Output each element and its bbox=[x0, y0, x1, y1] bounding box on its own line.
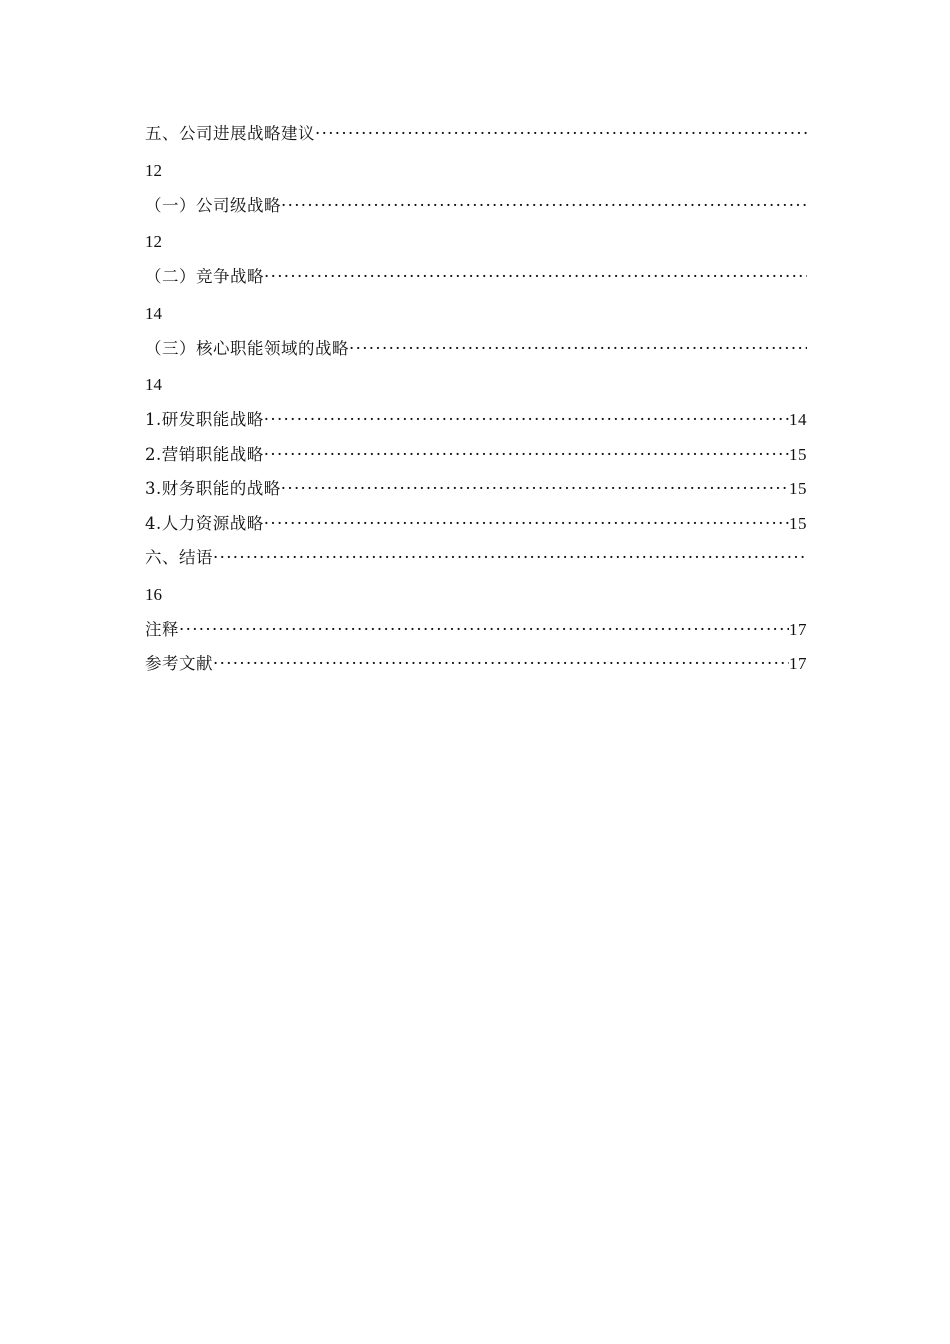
toc-entry[interactable] bbox=[145, 332, 807, 367]
toc-entry-label: 3.财务职能的战略 bbox=[145, 479, 281, 498]
toc-entry-label: 六、结语 bbox=[145, 548, 213, 567]
toc-entry[interactable] bbox=[145, 189, 807, 224]
toc-entry-label: 注释 bbox=[145, 619, 179, 639]
toc-entry[interactable] bbox=[145, 507, 807, 542]
toc-entry-page-number: 17 bbox=[789, 654, 807, 673]
dot-leader bbox=[281, 189, 807, 224]
dot-leader bbox=[349, 332, 807, 367]
toc-entry[interactable] bbox=[145, 647, 807, 682]
toc-entry-page-number: 14 bbox=[145, 303, 162, 323]
dot-leader bbox=[281, 472, 789, 507]
dot-leader bbox=[315, 117, 807, 152]
toc-entry[interactable] bbox=[145, 472, 807, 507]
toc-entry-page-number: 12 bbox=[145, 232, 162, 251]
toc-entry[interactable] bbox=[145, 260, 807, 295]
dot-leader bbox=[264, 438, 789, 473]
toc-entry-label: 五、公司进展战略建议 bbox=[145, 124, 315, 143]
toc-entry-page-number: 14 bbox=[789, 410, 807, 429]
toc-entry[interactable] bbox=[145, 117, 807, 152]
toc-entry-label: （一）公司级战略 bbox=[145, 195, 281, 215]
toc-entry-page-number: 15 bbox=[789, 444, 807, 464]
toc-entry-label: 1.研发职能战略 bbox=[145, 410, 264, 429]
toc-entry-page-number: 15 bbox=[789, 479, 807, 498]
toc-entry-page-number: 16 bbox=[145, 584, 162, 604]
toc-entry[interactable] bbox=[145, 403, 807, 438]
toc-entry[interactable] bbox=[145, 541, 807, 576]
toc-entry-page-number: 17 bbox=[789, 619, 807, 639]
dot-leader bbox=[213, 541, 807, 576]
dot-leader bbox=[179, 613, 789, 648]
table-of-contents bbox=[145, 117, 807, 682]
toc-entry[interactable] bbox=[145, 613, 807, 648]
toc-entry-page-number: 14 bbox=[145, 375, 162, 394]
dot-leader bbox=[264, 260, 807, 295]
toc-entry-label: （二）竞争战略 bbox=[145, 267, 264, 286]
toc-entry[interactable] bbox=[145, 438, 807, 473]
toc-entry-label: 4.人力资源战略 bbox=[145, 513, 264, 533]
toc-entry-page-number: 15 bbox=[789, 513, 807, 533]
toc-entry-page-number: 12 bbox=[145, 160, 162, 180]
dot-leader bbox=[264, 403, 789, 438]
toc-entry-label: 2.营销职能战略 bbox=[145, 444, 264, 464]
toc-entry-label: 参考文献 bbox=[145, 654, 213, 673]
toc-entry-label: （三）核心职能领域的战略 bbox=[145, 338, 349, 358]
dot-leader bbox=[264, 507, 789, 542]
dot-leader bbox=[213, 647, 789, 682]
